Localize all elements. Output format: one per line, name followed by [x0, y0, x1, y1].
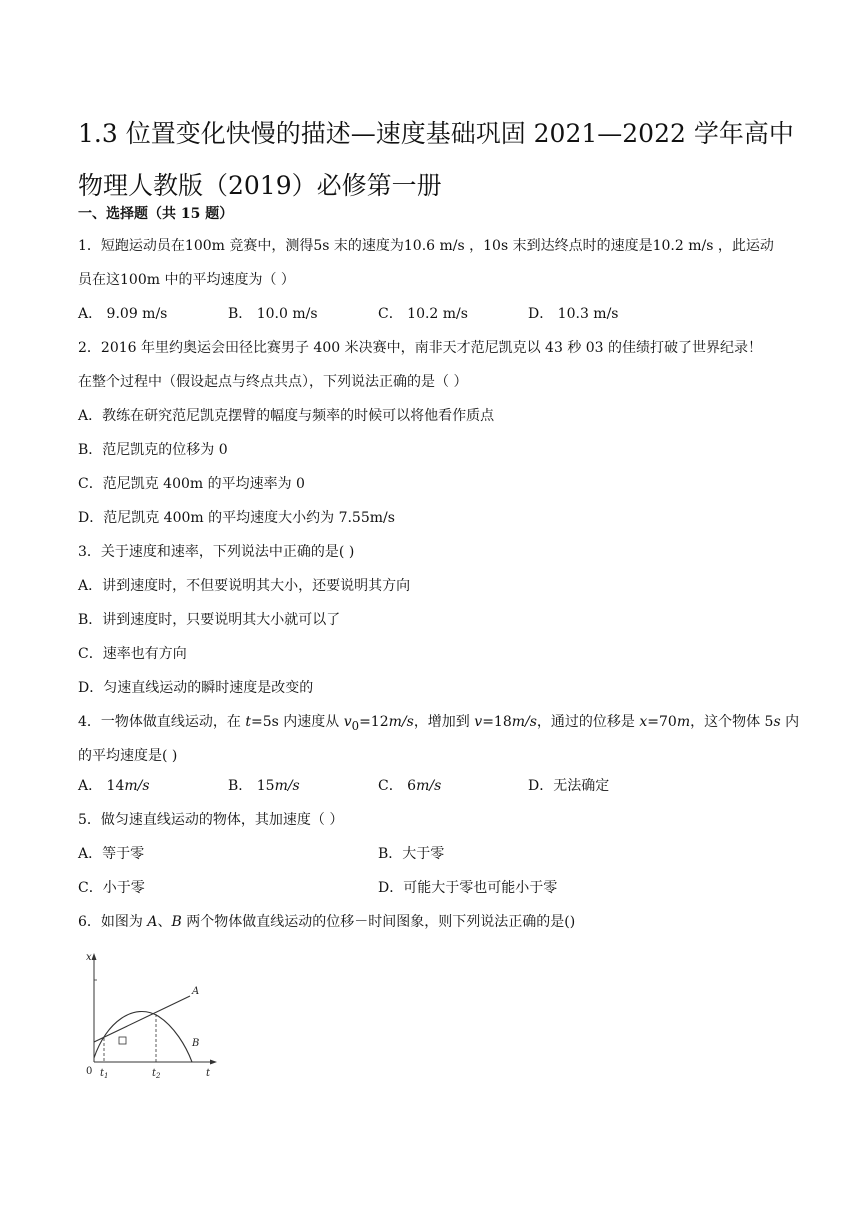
x-axis-arrow: [210, 1060, 217, 1065]
q4-option-c: [378, 776, 441, 796]
q6-var-b: B: [171, 914, 182, 930]
q1-option-b: B． 10.0 m/s: [228, 306, 318, 322]
q4-line1: [78, 712, 799, 736]
q4-var-v: v: [474, 714, 483, 730]
q5-option-a: A．等于零: [78, 846, 145, 862]
q4-text-9: 内: [780, 714, 800, 730]
q4-option-c-value: C． 6: [378, 778, 417, 794]
q4-text-2: =5s 内速度从: [251, 714, 344, 730]
line-a: [94, 996, 190, 1042]
q4-var-t: t: [245, 714, 251, 730]
q6-line1: [78, 912, 575, 932]
x-axis-label: t: [206, 1068, 211, 1079]
q1-option-a: A． 9.09 m/s: [78, 306, 168, 322]
q4-text-3: =12: [359, 714, 389, 730]
q4-option-a-value: A． 14: [78, 778, 125, 794]
line-b-label: B: [192, 1038, 200, 1049]
origin-label: 0: [86, 1066, 93, 1077]
q4-option-c-unit: m/s: [416, 778, 442, 794]
q4-unit-2: m/s: [511, 714, 537, 730]
q4-option-b-value: B． 15: [228, 778, 275, 794]
t2-label-letter: t: [152, 1068, 157, 1079]
q1-line1: 1．短跑运动员在100m 竞赛中，测得5s 末的速度为10.6 m/s ，10s 末到达终点时的速度是10.2 m/s ，此运动: [78, 238, 774, 254]
q3-option-c: C．速率也有方向: [78, 646, 187, 662]
q4-option-b-unit: m/s: [274, 778, 300, 794]
q4-line2: 的平均速度是( ): [78, 748, 178, 764]
q4-option-d: D．无法确定: [528, 778, 610, 794]
q4-option-b: [228, 776, 300, 796]
t2-label-subscript: 2: [156, 1072, 161, 1080]
q3-option-d: D．匀速直线运动的瞬时速度是改变的: [78, 680, 314, 696]
q1-option-d: D． 10.3 m/s: [528, 306, 619, 322]
q1-line2: 员在这100m 中的平均速度为（ ）: [78, 272, 295, 288]
line-a-label: A: [192, 986, 200, 997]
t1-label-letter: t: [100, 1068, 105, 1079]
section-heading: 一、选择题（共 15 题）: [78, 206, 234, 222]
q4-text-1: 4．一物体做直线运动，在: [78, 714, 246, 730]
q4-text-7: =70: [647, 714, 677, 730]
q6-text-1: 6．如图为: [78, 914, 148, 930]
t2-label: [152, 1068, 161, 1080]
q4-unit-1: m/s: [388, 714, 414, 730]
document-title: 1.3 位置变化快慢的描述—速度基础巩固 2021—2022 学年高中物理人教版（2019）必修第一册: [78, 119, 794, 200]
q3-option-b: B．讲到速度时，只要说明其大小就可以了: [78, 612, 341, 628]
y-axis-label: x: [86, 952, 92, 963]
q4-text-5: =18: [482, 714, 512, 730]
q2-line1: 2．2016 年里约奥运会田径比赛男子 400 米决赛中，南非天才范尼凯克以 43 秒 03 的佳绩打破了世界纪录！: [78, 340, 763, 356]
y-axis-arrow: [92, 953, 97, 960]
q6-var-a: A: [147, 914, 158, 930]
q2-option-b: B．范尼凯克的位移为 0: [78, 442, 228, 458]
q4-option-a-unit: m/s: [124, 778, 150, 794]
q4-option-a: [78, 776, 150, 796]
q3-line1: 3．关于速度和速率，下列说法中正确的是( ): [78, 544, 355, 560]
q4-text-4: ，增加到: [413, 714, 475, 730]
t1-label: [100, 1068, 109, 1080]
q5-line1: 5．做匀速直线运动的物体，其加速度（ ）: [78, 812, 344, 828]
t1-label-subscript: 1: [104, 1072, 109, 1080]
square-marker: [119, 1037, 126, 1044]
q6-text-3: 两个物体做直线运动的位移－时间图象，则下列说法正确的是(): [181, 914, 576, 930]
q2-option-d: D．范尼凯克 400m 的平均速度大小约为 7.55m/s: [78, 510, 395, 526]
q4-unit-s: s: [773, 714, 781, 730]
q4-text-6: ，通过的位移是: [536, 714, 640, 730]
q4-var-v0: v: [343, 714, 352, 730]
q4-unit-m: m: [676, 714, 691, 730]
q4-text-8: ，这个物体 5: [690, 714, 774, 730]
q5-option-d: D．可能大于零也可能小于零: [378, 880, 558, 896]
q2-option-a: A．教练在研究范尼凯克摆臂的幅度与频率的时候可以将他看作质点: [78, 408, 495, 424]
q4-var-v0-subscript: 0: [351, 718, 360, 733]
q4-var-x: x: [639, 714, 648, 730]
position-time-graph: [78, 950, 218, 1085]
q1-option-c: C． 10.2 m/s: [378, 306, 468, 322]
q3-option-a: A．讲到速度时，不但要说明其大小，还要说明其方向: [78, 578, 411, 594]
q2-option-c: C．范尼凯克 400m 的平均速率为 0: [78, 476, 305, 492]
q5-option-b: B．大于零: [378, 846, 445, 862]
q5-option-c: C．小于零: [78, 880, 145, 896]
q6-text-2: 、: [157, 914, 172, 930]
q2-line2: 在整个过程中（假设起点与终点共点），下列说法正确的是（ ）: [78, 374, 468, 390]
